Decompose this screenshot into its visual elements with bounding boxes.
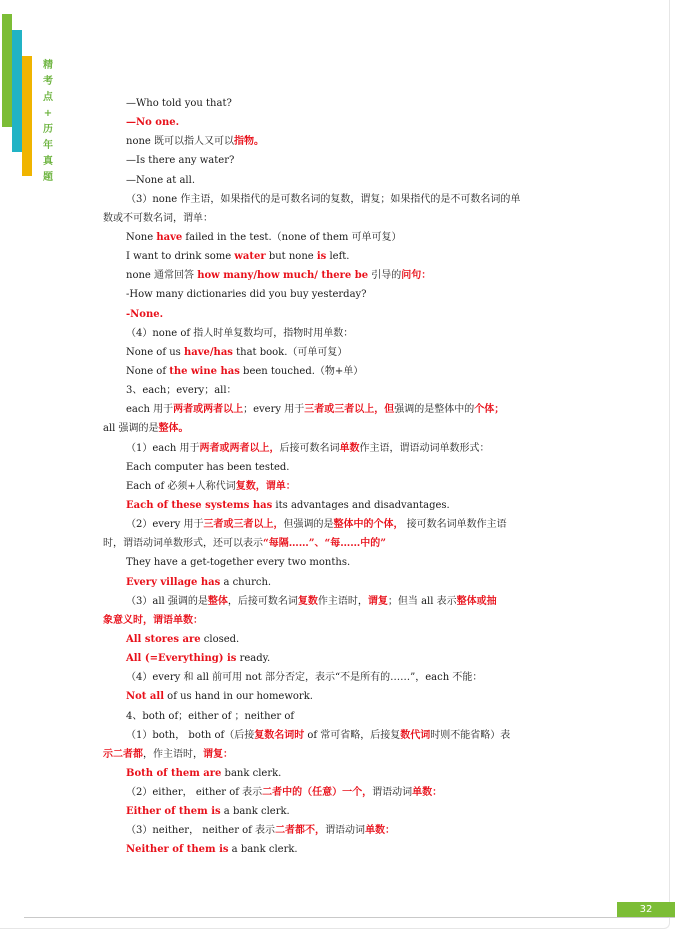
highlighted-text: 三者或三者以上，但: [304, 404, 395, 416]
highlighted-text: 谓复：: [203, 748, 233, 760]
body-text: 强调的是整体中的: [394, 404, 475, 416]
text-line: [103, 611, 575, 630]
highlighted-text: 二者中的（任意）一个，: [262, 787, 373, 799]
highlighted-text: 整体。: [158, 423, 189, 435]
text-line: [103, 668, 575, 687]
highlighted-text: 两者或两者以上，: [199, 442, 280, 454]
highlighted-text: 个体；: [474, 404, 505, 416]
highlighted-text: All stores are: [126, 633, 201, 645]
highlighted-text: Either of them is: [126, 806, 221, 818]
highlighted-text: Both of them are: [126, 767, 222, 779]
text-line: [103, 840, 575, 859]
text-line: [103, 534, 575, 553]
body-text: of 常可省略，后接复: [304, 729, 401, 741]
text-line: [103, 458, 575, 477]
body-text: ，后接可数名词: [227, 595, 298, 607]
text-line: [103, 764, 575, 783]
body-text: ，作主语时，: [143, 748, 203, 760]
text-line: [103, 247, 575, 266]
text-line: [103, 151, 575, 170]
text-line: [103, 783, 575, 802]
highlighted-text: Not all: [126, 691, 164, 703]
highlighted-text: 整体: [207, 595, 228, 607]
highlighted-text: All (=Everything) is: [126, 653, 237, 665]
body-text: bank clerk.: [221, 767, 282, 779]
body-text: 时，谓语动词单数形式，还可以表示: [103, 538, 263, 550]
body-text: each 用于: [126, 404, 174, 416]
body-text: （2）every 用于: [126, 519, 204, 531]
highlighted-text: 整体中的个体，: [333, 519, 404, 531]
body-text: 时则不能省略）表: [430, 729, 511, 741]
highlighted-text: Each of these systems has: [126, 499, 273, 511]
text-line: [103, 630, 575, 649]
highlighted-text: 指物。: [234, 136, 264, 148]
body-text: of us hand in our homework.: [164, 691, 313, 703]
side-label-char: 真: [43, 156, 53, 167]
highlighted-text: water: [234, 251, 266, 263]
highlighted-text: 单数: [339, 442, 360, 454]
body-text: 作主语，谓语动词单数形式：: [359, 442, 490, 454]
highlighted-text: 两者或两者以上: [173, 404, 244, 416]
text-line: [103, 285, 575, 304]
highlighted-text: 复数名词时: [254, 729, 305, 741]
side-label-char: 精: [43, 60, 53, 71]
body-text: 接可数名词单数作主语: [403, 519, 507, 531]
text-line: [103, 113, 575, 132]
text-line: [103, 419, 575, 438]
text-line: [103, 132, 575, 151]
body-text: ready.: [236, 653, 271, 665]
highlighted-text: 二者都不，: [275, 825, 326, 837]
body-text: （1）each 用于: [126, 442, 200, 454]
highlighted-text: the wine has: [169, 365, 240, 377]
body-text: left.: [326, 251, 350, 263]
side-label-char: 考: [43, 76, 53, 87]
highlighted-text: 单数：: [412, 787, 443, 799]
accent-bar-teal: [12, 30, 22, 152]
highlighted-text: —No one.: [126, 117, 180, 129]
body-text: 作主语时，: [317, 595, 368, 607]
text-line: [103, 592, 575, 611]
body-text: —None at all.: [126, 174, 196, 186]
text-line: [103, 343, 575, 362]
highlighted-text: Every village has: [126, 576, 221, 588]
text-line: [103, 553, 575, 572]
body-text: 但强调的是: [283, 519, 334, 531]
text-line: [103, 745, 575, 764]
body-text: None of: [126, 365, 170, 377]
text-line: [103, 707, 575, 726]
text-line: [103, 209, 575, 228]
highlighted-text: is: [316, 251, 327, 263]
page-number: 32: [617, 902, 675, 917]
body-text: —Who told you that?: [126, 98, 232, 109]
text-line: [103, 400, 575, 419]
text-line: [103, 228, 575, 247]
text-line: [103, 381, 575, 400]
body-text: Each of 必须+人称代词: [126, 480, 236, 492]
text-line: [103, 266, 575, 285]
body-text: a bank clerk.: [220, 806, 290, 818]
body-text: none 既可以指人又可以: [126, 136, 234, 148]
body-text: its advantages and disadvantages.: [272, 499, 450, 511]
text-line: [103, 726, 575, 745]
footer-divider: [24, 917, 675, 918]
body-text: that book.（可单可复）: [232, 346, 348, 358]
text-line: [103, 802, 575, 821]
text-line: [103, 687, 575, 706]
text-line: [103, 515, 575, 534]
highlighted-text: 谓复: [367, 595, 388, 607]
text-line: [103, 305, 575, 324]
side-label-char: 点: [43, 92, 53, 103]
body-text: （2）either， either of 表示: [126, 787, 263, 799]
text-line: [103, 649, 575, 668]
body-text: -How many dictionaries did you buy yesterday?: [126, 289, 367, 301]
body-text: 谓语动词: [325, 825, 366, 837]
highlighted-text: 复数，谓单：: [235, 480, 296, 492]
text-line: [103, 496, 575, 515]
body-text: （3）neither， neither of 表示: [126, 825, 276, 837]
text-line: [103, 439, 575, 458]
body-text: ；every 用于: [243, 404, 305, 416]
highlighted-text: 示二者都: [103, 748, 143, 760]
body-text: 数或不可数名词，谓单：: [103, 212, 213, 224]
accent-bar-yellow: [22, 56, 32, 176]
side-label-char: 历: [43, 124, 53, 135]
body-text: failed in the test.（none of them 可单可复）: [182, 231, 402, 243]
body-text: a church.: [220, 576, 272, 588]
body-text: （3）none 作主语，如果指代的是可数名词的复数，谓复；如果指代的是不可数名词的单: [126, 193, 521, 205]
highlighted-text: 复数: [297, 595, 318, 607]
text-line: [103, 94, 575, 113]
body-text: 4、both of；either of ；neither of: [126, 710, 295, 722]
body-text: 3、each；every；all：: [126, 385, 237, 397]
highlighted-text: how many/how much/ there be: [197, 270, 369, 282]
body-text: （3）all 强调的是: [126, 595, 208, 607]
body-text: They have a get-together every two months.: [126, 557, 351, 569]
body-text: none 通常回答: [126, 270, 198, 282]
side-label-char: 题: [43, 172, 53, 183]
body-text: closed.: [200, 633, 240, 645]
highlighted-text: 问句：: [401, 270, 432, 282]
accent-bar-green: [2, 14, 12, 127]
side-label-char: +: [43, 108, 53, 119]
body-text: （4）none of 指人时单复数均可，指物时用单数：: [126, 327, 354, 339]
body-text: I want to drink some: [126, 251, 235, 263]
body-text: all 强调的是: [103, 423, 159, 435]
body-text: （1）both， both of（后接: [126, 729, 255, 741]
highlighted-text: have: [156, 231, 183, 243]
body-text: Each computer has been tested.: [126, 461, 290, 473]
text-line: [103, 477, 575, 496]
text-line: [103, 171, 575, 190]
body-text: but none: [265, 251, 317, 263]
text-line: [103, 821, 575, 840]
body-text: 谓语动词: [372, 787, 413, 799]
highlighted-text: 单数：: [365, 825, 396, 837]
text-line: [103, 190, 575, 209]
body-text: 引导的: [368, 270, 402, 282]
highlighted-text: 象意义时，谓语单数：: [103, 614, 203, 626]
highlighted-text: “每隔……”、“每……中的”: [263, 538, 387, 550]
text-line: [103, 573, 575, 592]
body-text: None of us: [126, 346, 184, 358]
body-text: 后接可数名词: [279, 442, 340, 454]
body-text: None: [126, 231, 157, 243]
highlighted-text: have/has: [183, 346, 233, 358]
text-line: [103, 324, 575, 343]
body-text: been touched.（物+单）: [239, 365, 364, 377]
side-section-label: [40, 58, 56, 186]
body-text: （4）every 和 all 前可用 not 部分否定，表示“不是所有的……”，each 不能：: [126, 672, 483, 684]
side-label-char: 年: [43, 140, 53, 151]
body-text: —Is there any water?: [126, 155, 235, 167]
highlighted-text: -None.: [126, 308, 164, 320]
body-text: a bank clerk.: [228, 844, 298, 856]
body-text: ；但当 all 表示: [387, 595, 457, 607]
document-body: [103, 94, 575, 860]
highlighted-text: Neither of them is: [126, 844, 229, 856]
highlighted-text: 数代词: [400, 729, 431, 741]
highlighted-text: 三者或三者以上，: [203, 519, 284, 531]
highlighted-text: 整体或抽: [456, 595, 497, 607]
text-line: [103, 362, 575, 381]
